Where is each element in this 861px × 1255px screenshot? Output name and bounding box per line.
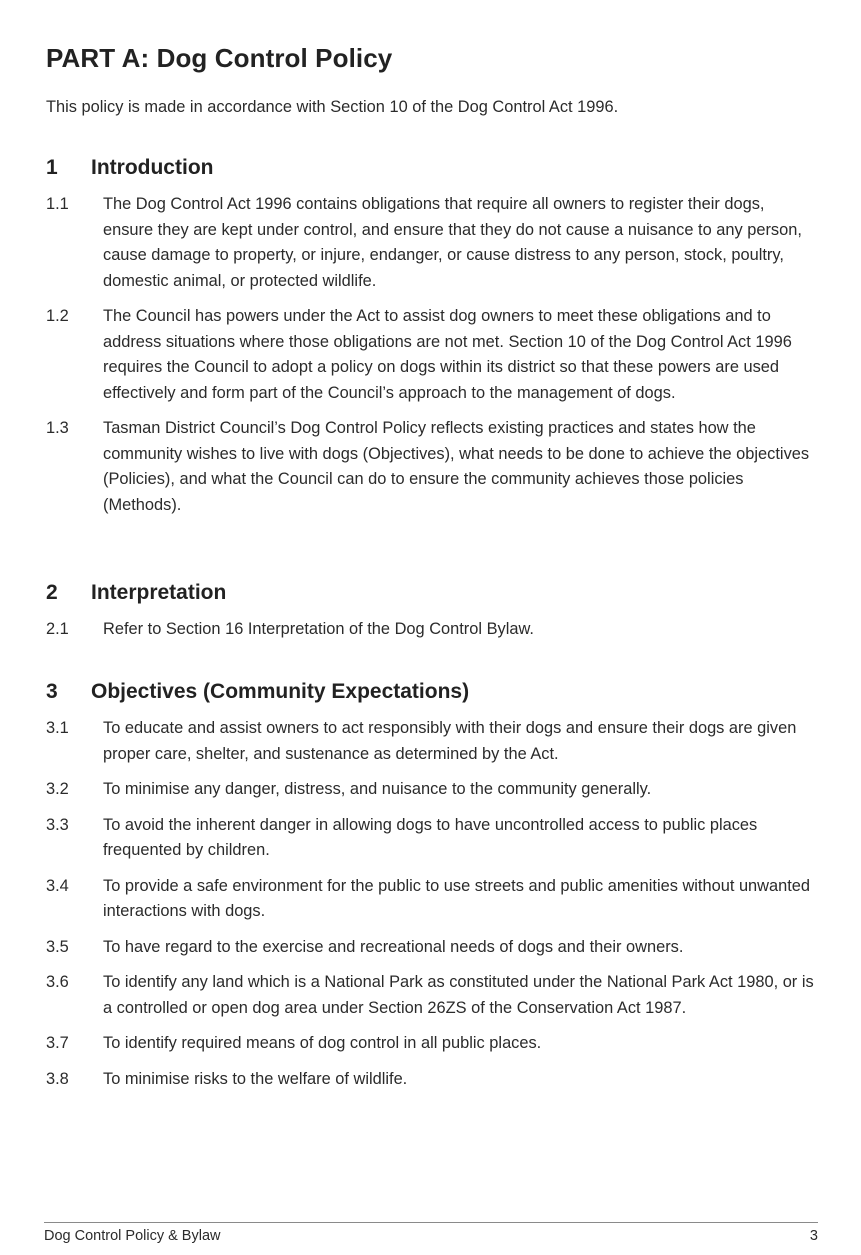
clause-text: To avoid the inherent danger in allowing dogs to have uncontrolled access to public places frequented by children.: [103, 815, 758, 859]
section-objectives: [46, 678, 818, 1102]
clause-item: [46, 192, 818, 294]
section-items: [46, 716, 818, 1092]
clause-text: Tasman District Council’s Dog Control Policy reflects existing practices and states how the community wishes to live with dogs (Objectives), what needs to be done to achieve the objectives (Policies), and what the Council can do to ensure the community achieves those policies (Methods).: [103, 419, 810, 514]
clause-text: The Dog Control Act 1996 contains obligations that require all owners to register their dogs, ensure they are kept under control, and ensure that they do not cause a nuisance to any person, cause damage to property, or injure, endanger, or cause distress to any person, stock, poultry, domestic animal, or protected wildlife.: [103, 195, 802, 290]
clause-number: 2.1: [46, 620, 69, 638]
clause-item: [46, 813, 818, 864]
section-title: Objectives (Community Expectations): [91, 680, 470, 703]
clause-item: [46, 416, 818, 518]
footer-page-number: 3: [809, 1228, 818, 1244]
clause-item: [46, 777, 818, 803]
clause-number: 3.8: [46, 1069, 69, 1088]
clause-text: To educate and assist owners to act responsibly with their dogs and ensure their dogs are given proper care, shelter, and sustenance as determined by the Act.: [103, 719, 797, 763]
section-number: 2: [46, 581, 58, 604]
clause-number: 1.3: [46, 419, 69, 437]
clause-text: The Council has powers under the Act to assist dog owners to meet these obligations and to address situations where those obligations are not met. Section 10 of the Dog Control Act 1996 requires the Council to adopt a policy on dogs within its district so that these powers are used effectively and form part of the Council’s approach to the management of dogs.: [103, 307, 792, 402]
clause-text: Refer to Section 16 Interpretation of the Dog Control Bylaw.: [103, 620, 534, 638]
footer-document-name: Dog Control Policy & Bylaw: [44, 1228, 221, 1244]
clause-number: 3.3: [46, 815, 69, 834]
section-number: 3: [46, 680, 58, 703]
clause-number: 3.2: [46, 780, 69, 798]
clause-text: To minimise risks to the welfare of wildlife.: [103, 1069, 408, 1088]
clause-item: [46, 304, 818, 406]
clause-text: To minimise any danger, distress, and nuisance to the community generally.: [103, 780, 652, 798]
clause-text: To provide a safe environment for the public to use streets and public amenities without unwanted interactions with dogs.: [103, 876, 811, 920]
clause-number: 3.6: [46, 973, 69, 991]
section-heading: [46, 579, 818, 607]
section-introduction: [46, 154, 818, 528]
page-title: PART A: Dog Control Policy: [46, 43, 393, 73]
clause-item: [46, 970, 818, 1021]
section-heading: [46, 154, 818, 182]
section-title: Interpretation: [91, 581, 227, 604]
clause-text: To identify required means of dog control in all public places.: [103, 1034, 542, 1052]
clause-number: 3.5: [46, 937, 69, 956]
section-interpretation: [46, 579, 818, 653]
clause-text: To identify any land which is a National Park as constituted under the National Park Act 1980, or is a controlled or open dog area under Section 26ZS of the Conservation Act 1987.: [103, 973, 814, 1017]
section-items: [46, 617, 818, 643]
clause-number: 1.2: [46, 307, 69, 325]
clause-item: [46, 617, 818, 643]
clause-item: [46, 1067, 818, 1093]
page-footer: [44, 1222, 818, 1245]
clause-item: [46, 935, 818, 961]
clause-number: 3.1: [46, 719, 69, 737]
section-title: Introduction: [91, 156, 214, 179]
clause-item: [46, 1031, 818, 1057]
clause-number: 1.1: [46, 195, 69, 213]
section-heading: [46, 678, 818, 706]
section-items: [46, 192, 818, 518]
clause-number: 3.4: [46, 876, 69, 895]
clause-number: 3.7: [46, 1034, 69, 1052]
intro-paragraph: This policy is made in accordance with Section 10 of the Dog Control Act 1996.: [46, 98, 619, 116]
section-number: 1: [46, 156, 58, 179]
clause-text: To have regard to the exercise and recreational needs of dogs and their owners.: [103, 937, 684, 956]
clause-item: [46, 716, 818, 767]
clause-item: [46, 874, 818, 925]
